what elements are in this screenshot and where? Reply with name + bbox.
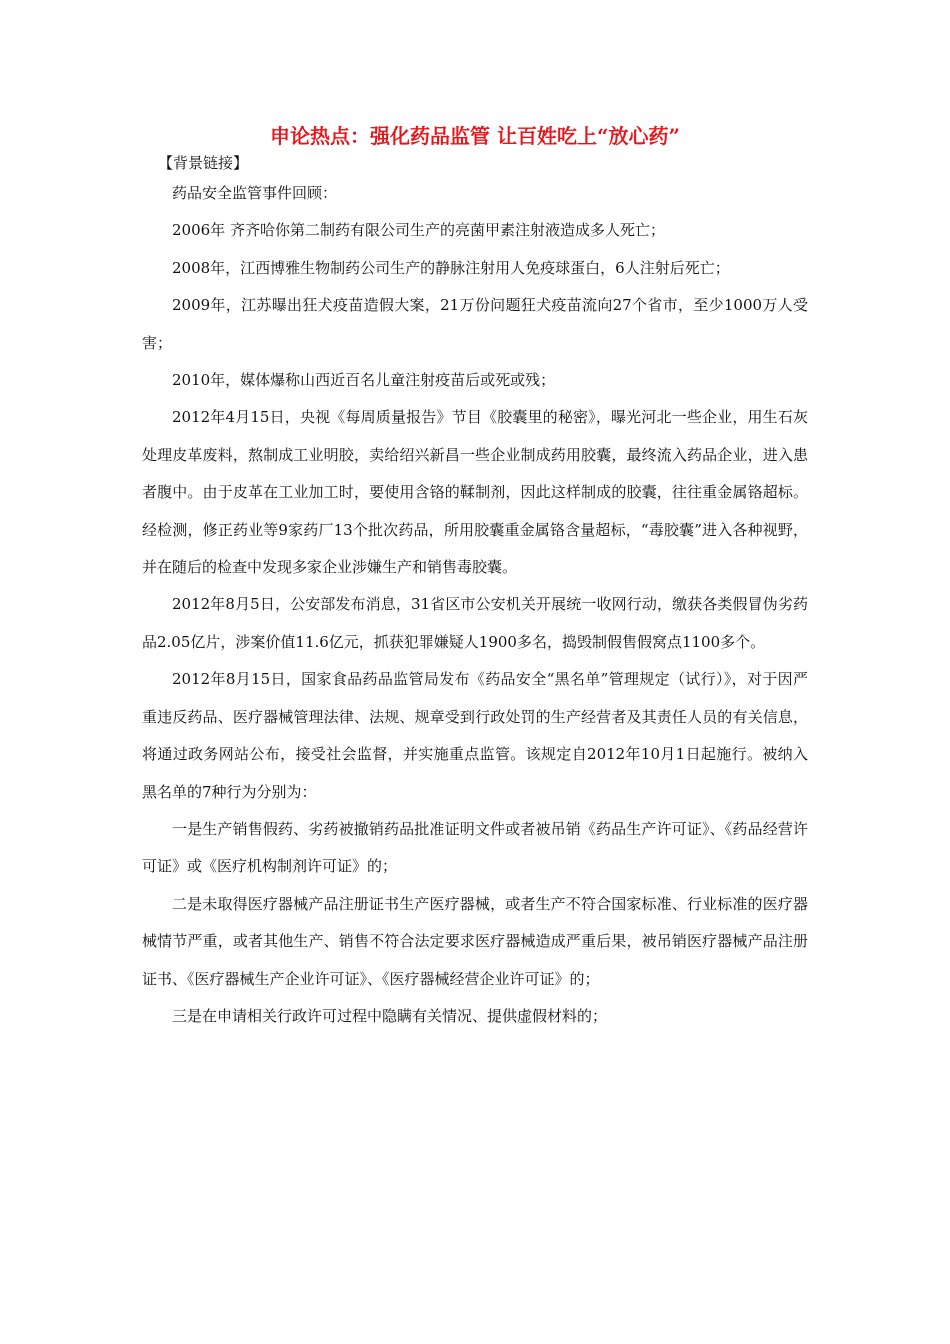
background-link-label: 【背景链接】 xyxy=(158,154,249,172)
document-body xyxy=(142,175,808,1035)
paragraph: 一是生产销售假药、劣药被撤销药品批准证明文件或者被吊销《药品生产许可证》、《药品经营许可证》或《医疗机构制剂许可证》的； xyxy=(142,819,808,876)
paragraph: 二是未取得医疗器械产品注册证书生产医疗器械，或者生产不符合国家标准、行业标准的医疗器械情节严重，或者其他生产、销售不符合法定要求医疗器械造成严重后果，被吊销医疗器械产品注册证书、《医疗器械生产企业许可证》、《医疗器械经营企业许可证》的； xyxy=(142,894,808,988)
paragraph: 2006年 齐齐哈你第二制药有限公司生产的亮菌甲素注射液造成多人死亡； xyxy=(172,221,665,240)
paragraph: 三是在申请相关行政许可过程中隐瞒有关情况、提供虚假材料的； xyxy=(172,1006,608,1025)
paragraph: 2012年8月15日，国家食品药品监管局发布《药品安全“黑名单”管理规定（试行）》，对于因严重违反药品、医疗器械管理法律、法规、规章受到行政处罚的生产经营者及其责任人员的有关信息，将通过政务网站公布，接受社会监督，并实施重点监管。该规定自2012年10月1日起施行。被纳入黑名单的7种行为分别为： xyxy=(142,670,808,801)
paragraph: 药品安全监管事件回顾： xyxy=(172,184,338,202)
document-title: 申论热点：强化药品监管 让百姓吃上“放心药” xyxy=(270,124,680,148)
paragraph: 2012年4月15日，央视《每周质量报告》节目《胶囊里的秘密》，曝光河北一些企业，用生石灰处理皮革废料，熬制成工业明胶，卖给绍兴新昌一些企业制成药用胶囊，最终流入药品企业，进入患者腹中。由于皮革在工业加工时，要使用含铬的鞣制剂，因此这样制成的胶囊，往往重金属铬超标。经检测，修正药业等9家药厂13个批次药品，所用胶囊重金属铬含量超标，“毒胶囊”进入各种视野，并在随后的检查中发现多家企业涉嫌生产和销售毒胶囊。 xyxy=(142,408,808,577)
paragraph: 2009年，江苏曝出狂犬疫苗造假大案，21万份问题狂犬疫苗流向27个省市，至少1000万人受害； xyxy=(142,296,808,352)
paragraph: 2008年，江西博雅生物制药公司生产的静脉注射用人免疫球蛋白，6人注射后死亡； xyxy=(172,258,730,277)
paragraph: 2012年8月5日，公安部发布消息，31省区市公安机关开展统一收网行动，缴获各类假冒伪劣药品2.05亿片，涉案价值11.6亿元，抓获犯罪嫌疑人1900多名，捣毁制假售假窝点1100多个。 xyxy=(142,595,808,651)
paragraph: 2010年，媒体爆称山西近百名儿童注射疫苗后或死或残； xyxy=(172,371,556,390)
